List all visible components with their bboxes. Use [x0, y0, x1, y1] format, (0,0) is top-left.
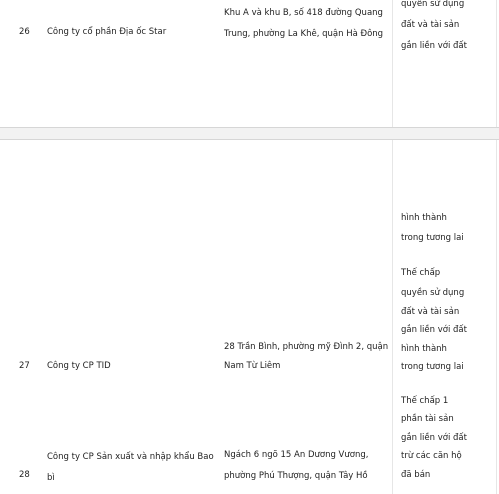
collateral-form: gắn liền với đất — [401, 325, 467, 335]
row-number: 28 — [19, 470, 30, 480]
column-divider — [496, 140, 497, 494]
column-divider — [392, 140, 393, 494]
company-name: bì — [47, 473, 55, 483]
collateral-form: đã bán — [401, 470, 431, 480]
collateral-form: đất và tài sản — [401, 20, 460, 30]
column-divider — [392, 0, 393, 127]
document-page-2 — [0, 140, 499, 494]
collateral-form: phần tài sản — [401, 414, 454, 424]
collateral-form: gắn liền với đất — [401, 41, 467, 51]
collateral-form: trừ các căn hộ — [401, 451, 462, 461]
collateral-form: Thế chấp — [401, 268, 441, 278]
company-address: Trung, phường La Khê, quận Hà Đông — [224, 29, 384, 39]
collateral-form: trong tương lai — [401, 233, 464, 243]
collateral-form: đất và tài sản — [401, 307, 460, 317]
collateral-form: hình thành — [401, 213, 447, 223]
company-name: Công ty cổ phần Địa ốc Star — [47, 27, 167, 37]
company-name: Công ty CP Sản xuất và nhập khẩu Bao — [47, 452, 214, 462]
collateral-form: quyền sử dụng — [401, 0, 465, 9]
company-name: Công ty CP TID — [47, 361, 111, 371]
collateral-form: trong tương lai — [401, 362, 464, 372]
company-address: Nam Từ Liêm — [224, 361, 281, 371]
company-address: Ngách 6 ngõ 15 An Dương Vương, — [224, 450, 369, 460]
page-break — [0, 127, 499, 140]
collateral-form: Thế chấp 1 — [401, 396, 449, 406]
collateral-form: gắn liền với đất — [401, 433, 467, 443]
row-number: 26 — [19, 27, 30, 37]
collateral-form: quyền sử dụng — [401, 288, 465, 298]
row-number: 27 — [19, 361, 30, 371]
document-page-1 — [0, 0, 499, 127]
column-divider — [496, 0, 497, 127]
company-address: phường Phú Thượng, quận Tây Hồ — [224, 471, 368, 481]
company-address: Khu A và khu B, số 418 đường Quang — [224, 8, 383, 18]
collateral-form: hình thành — [401, 344, 447, 354]
company-address: 28 Trần Bình, phường mỹ Đình 2, quận — [224, 342, 389, 352]
